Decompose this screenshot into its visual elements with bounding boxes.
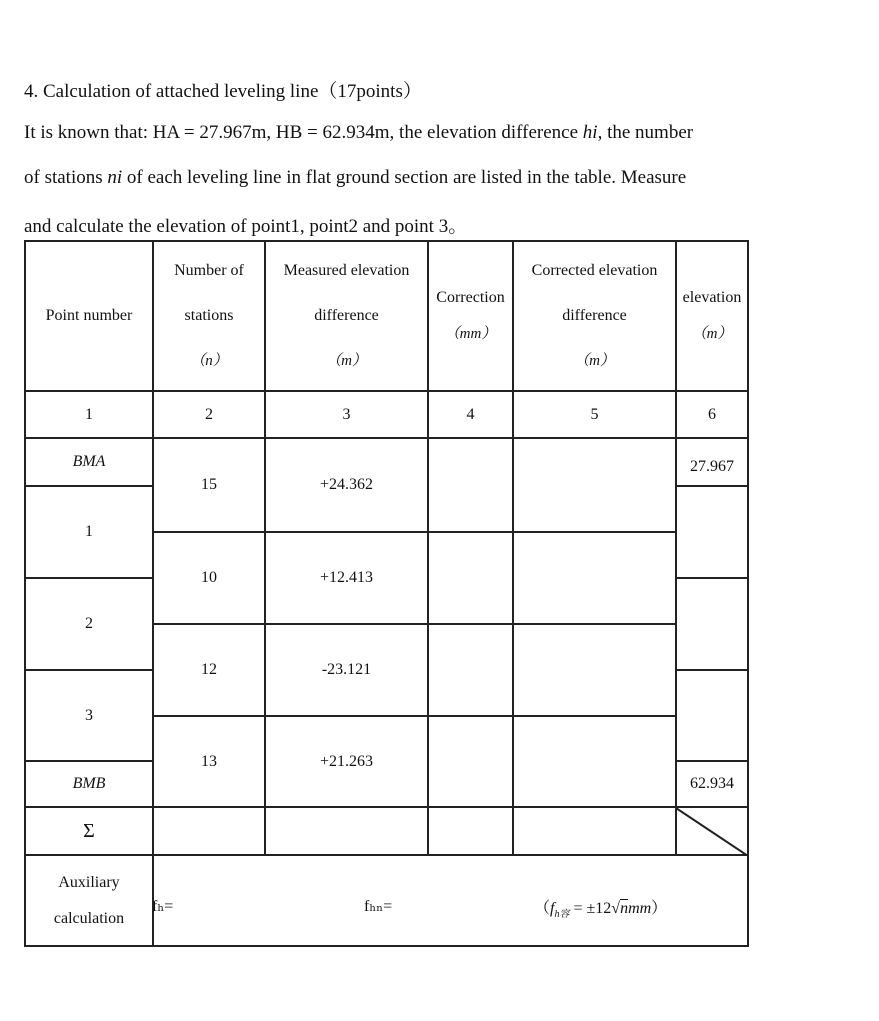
stations-seg-2: 10 (201, 569, 217, 586)
col-number-6: 6 (708, 405, 716, 423)
line2-text-b: of each leveling line in flat ground section are listed in the table. Measure (122, 167, 687, 188)
sum-symbol: Σ (83, 820, 95, 842)
col-number-3: 3 (342, 405, 351, 423)
sqrt-icon: √ (611, 900, 621, 917)
line1-text-b: , the number (597, 122, 694, 143)
measured-seg-2: +12.413 (319, 569, 374, 586)
tol-f: f (550, 900, 555, 917)
header-corrected-line-2: difference (562, 307, 627, 324)
var-ni: ni (107, 167, 123, 188)
header-elevation (677, 242, 747, 390)
header-elevation-unit: （m） (691, 325, 733, 342)
problem-text-line-3: and calculate the elevation of point1, point2 and point 3。 (24, 216, 468, 237)
point-line-c6-b (676, 577, 748, 579)
measured-seg-4: +21.263 (319, 752, 374, 770)
col-number-5: 5 (590, 405, 599, 423)
aux-label-line-1: Auxiliary (58, 873, 120, 891)
point-line-c6-c (676, 669, 748, 671)
header-stations-line-1: Number of (174, 262, 244, 279)
point-label-bma: BMA (72, 453, 106, 470)
header-measured-unit: （m） (326, 352, 367, 369)
header-correction-label: Correction (436, 289, 505, 306)
elevation-bmb: 62.934 (690, 775, 734, 792)
var-hi: hi (582, 122, 598, 143)
diagonal-line (676, 808, 748, 856)
tol-paren-close: ） (651, 900, 668, 917)
line2-text-a: of stations (24, 167, 108, 188)
measured-seg-1: +24.362 (319, 476, 374, 493)
header-stations-line-2: stations (184, 307, 234, 324)
tol-mid: = ±12 (569, 900, 612, 917)
aux-tolerance-formula (534, 895, 667, 920)
measured-seg-3: -23.121 (321, 661, 372, 678)
header-measured-line-1: Measured elevation (283, 262, 410, 279)
header-measured-line-2: difference (314, 307, 379, 324)
header-corrected (514, 242, 675, 390)
header-stations (154, 242, 264, 390)
col-number-2: 2 (205, 405, 213, 423)
aux-label-line-2: calculation (53, 909, 125, 927)
problem-text-line-2 (24, 167, 686, 189)
tol-root: n (620, 900, 629, 917)
line1-text-a: It is known that: HA = 27.967m, HB = 62.934m, the elevation difference (24, 122, 583, 143)
sum-diagonal-slash (676, 808, 748, 856)
table-border-bottom (24, 945, 749, 947)
header-point-number-label: Point number (45, 307, 133, 324)
col-number-1: 1 (85, 405, 93, 423)
problem-heading: 4. Calculation of attached leveling line（17points） (24, 81, 422, 102)
aux-fh: fₕ= (152, 898, 174, 915)
stations-seg-1: 15 (201, 476, 217, 493)
tol-sub: h容 (554, 909, 570, 921)
aux-fh-allow: fₕₙ= (364, 898, 393, 915)
point-label-2: 2 (85, 615, 93, 632)
col-number-4: 4 (466, 405, 475, 423)
problem-text-line-1 (24, 122, 693, 144)
point-label-1: 1 (85, 523, 93, 540)
tol-unit: mm (628, 900, 652, 917)
elevation-bma: 27.967 (690, 458, 734, 475)
header-corrected-line-1: Corrected elevation (531, 262, 658, 279)
aux-label (26, 856, 152, 945)
stations-seg-3: 12 (201, 661, 217, 678)
header-stations-unit: （n） (190, 352, 228, 369)
header-point-number (26, 242, 152, 390)
header-corrected-unit: （m） (574, 352, 615, 369)
header-elevation-label: elevation (682, 289, 742, 306)
header-correction (429, 242, 512, 390)
header-measured (266, 242, 427, 390)
leveling-table (24, 240, 749, 947)
point-label-3: 3 (85, 706, 93, 724)
tol-paren-open: （ (534, 900, 551, 917)
header-correction-unit: （mm） (444, 325, 497, 342)
point-label-bmb: BMB (72, 775, 106, 792)
stations-seg-4: 13 (201, 752, 217, 770)
